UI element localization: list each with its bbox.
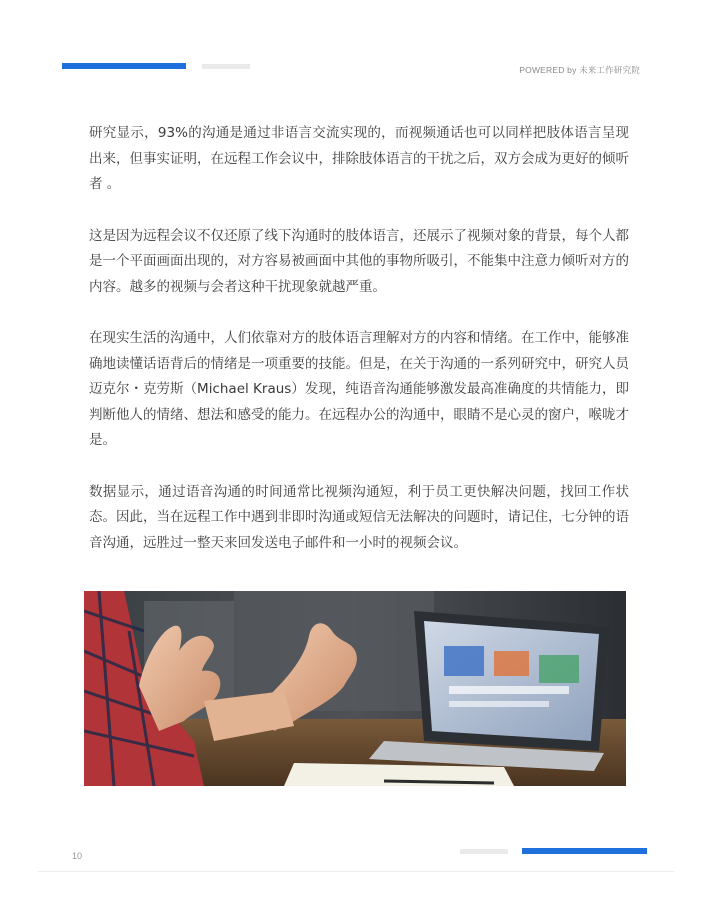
footer-divider xyxy=(38,871,674,872)
header-brand-text: POWERED by 未来工作研究院 xyxy=(519,65,640,75)
page-number: 10 xyxy=(72,851,83,861)
footer-grey-bar xyxy=(460,849,508,854)
article-body xyxy=(89,121,629,582)
paragraph-4: 数据显示，通过语音沟通的时间通常比视频沟通短，利于员工更快解决问题，找回工作状态。因此，当在远程工作中遇到非即时沟通或短信无法解决的问题时，请记住，七分钟的语音沟通，远胜过一整天来回发送电子邮件和一小时的视频会议。 xyxy=(89,483,629,551)
header-accent-bar xyxy=(62,63,186,69)
paragraph-3: 在现实生活的沟通中，人们依靠对方的肢体语言理解对方的内容和情绪。在工作中，能够准确地读懂话语背后的情绪是一项重要的技能。但是，在关于沟通的一系列研究中，研究人员迈克尔・克劳斯（Michael Kraus）发现，纯语音沟通能够激发最高准确度的共情能力，即判断他人的情绪、想法和感受的能力。在远程办公的沟通中，眼睛不是心灵的窗户，喉咙才是。 xyxy=(89,330,629,448)
paragraph-1: 研究显示，93%的沟通是通过非语言交流实现的，而视频通话也可以同样把肢体语言呈现出来，但事实证明，在远程工作会议中，排除肢体语言的干扰之后，双方会成为更好的倾听者 。 xyxy=(89,125,629,192)
meeting-photo xyxy=(84,591,626,786)
footer-accent-bar xyxy=(522,848,647,854)
header-grey-bar xyxy=(202,64,250,69)
paragraph-2: 这是因为远程会议不仅还原了线下沟通时的肢体语言，还展示了视频对象的背景，每个人都是一个平面画面出现的，对方容易被画面中其他的事物所吸引，不能集中注意力倾听对方的内容。越多的视频与会者这种干扰现象就越严重。 xyxy=(89,227,629,295)
